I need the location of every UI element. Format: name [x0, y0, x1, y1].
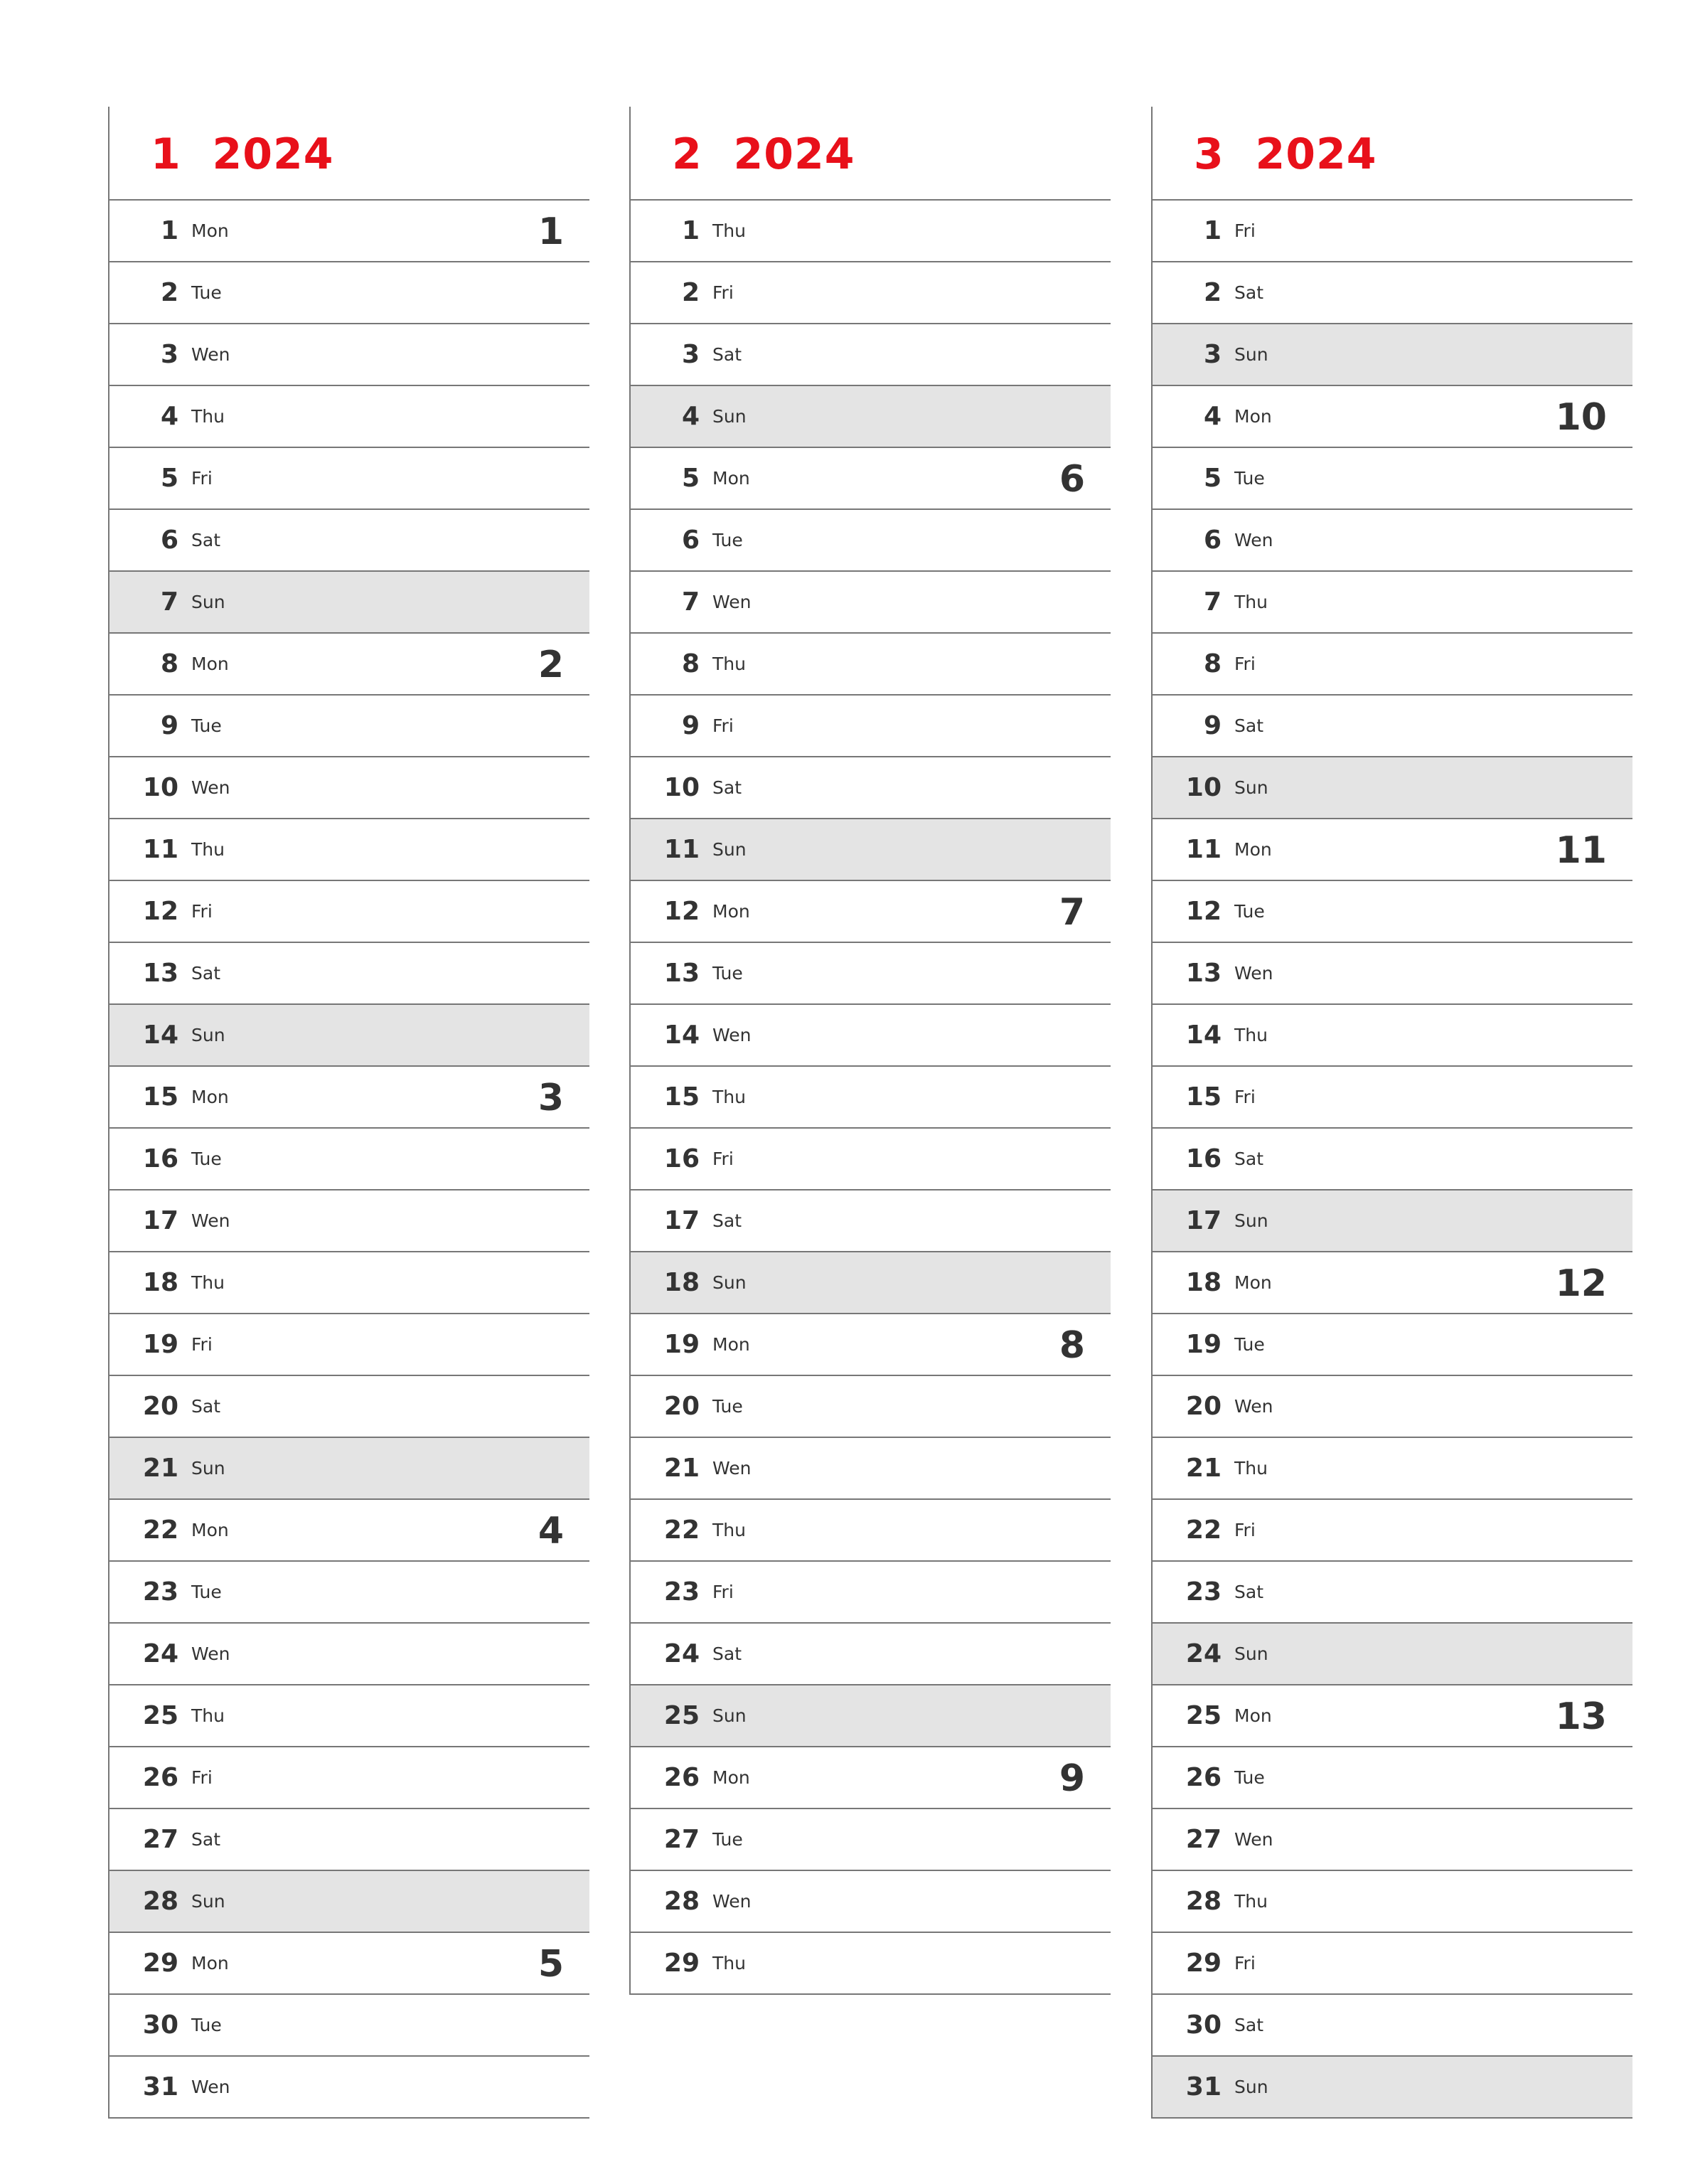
day-number: 10	[663, 773, 700, 802]
day-row	[631, 1252, 1111, 1314]
week-number: 6	[1059, 458, 1085, 501]
day-row	[1153, 943, 1632, 1005]
day-row	[631, 943, 1111, 1005]
month-title: 2 2024	[672, 129, 855, 179]
day-number: 21	[142, 1454, 178, 1483]
day-row	[1153, 1129, 1632, 1190]
weekday-label: Thu	[712, 1953, 746, 1973]
day-number: 8	[1203, 649, 1222, 678]
weekday-label: Sun	[1234, 344, 1268, 365]
day-number: 12	[142, 897, 178, 926]
day-number: 22	[142, 1516, 178, 1545]
day-number: 27	[663, 1825, 700, 1854]
day-row	[109, 1562, 589, 1624]
day-number: 17	[1185, 1206, 1222, 1235]
day-number: 1	[681, 216, 700, 245]
day-row	[1153, 1438, 1632, 1500]
weekday-label: Thu	[1234, 1025, 1268, 1045]
day-row	[109, 819, 589, 881]
day-row	[631, 1190, 1111, 1252]
day-row	[109, 1933, 589, 1995]
day-row	[1153, 1562, 1632, 1624]
day-row	[1153, 510, 1632, 572]
weekday-label: Sun	[1234, 1644, 1268, 1664]
day-row	[1153, 386, 1632, 448]
weekday-label: Thu	[712, 654, 746, 674]
day-number: 11	[663, 835, 700, 864]
day-row	[109, 1438, 589, 1500]
day-number: 20	[1185, 1392, 1222, 1421]
weekday-label: Fri	[191, 901, 213, 922]
day-number: 14	[663, 1021, 700, 1050]
weekday-label: Mon	[712, 1334, 750, 1355]
day-row	[109, 448, 589, 510]
weekday-label: Tue	[191, 282, 222, 303]
weekday-label: Fri	[712, 715, 734, 736]
day-number: 5	[160, 464, 178, 493]
weekday-label: Thu	[712, 1520, 746, 1540]
day-number: 9	[681, 711, 700, 740]
day-number: 16	[1185, 1144, 1222, 1173]
day-row	[1153, 819, 1632, 881]
week-number: 1	[538, 211, 564, 253]
weekday-label: Sun	[712, 1705, 747, 1726]
day-number: 15	[142, 1082, 178, 1112]
weekday-label: Sat	[1234, 1582, 1263, 1602]
weekday-label: Sat	[191, 1829, 220, 1850]
day-number: 14	[142, 1021, 178, 1050]
day-number: 22	[1185, 1516, 1222, 1545]
day-row	[631, 1933, 1111, 1995]
weekday-label: Sun	[712, 1272, 747, 1293]
day-row	[109, 1995, 589, 2057]
weekday-label: Wen	[1234, 1829, 1273, 1850]
weekday-label: Mon	[1234, 1705, 1272, 1726]
weekday-label: Sun	[1234, 2077, 1268, 2097]
day-number: 26	[142, 1763, 178, 1792]
weekday-label: Mon	[1234, 406, 1272, 427]
day-number: 26	[1185, 1763, 1222, 1792]
day-number: 5	[1203, 464, 1222, 493]
day-row	[631, 819, 1111, 881]
day-row	[631, 1624, 1111, 1685]
day-number: 16	[663, 1144, 700, 1173]
weekday-label: Fri	[1234, 1520, 1256, 1540]
day-number: 12	[663, 897, 700, 926]
weekday-label: Fri	[712, 282, 734, 303]
day-row	[1153, 448, 1632, 510]
day-row	[631, 386, 1111, 448]
day-number: 29	[142, 1949, 178, 1978]
day-row	[109, 1624, 589, 1685]
month-header	[631, 107, 1111, 201]
day-number: 28	[663, 1887, 700, 1916]
weekday-label: Sun	[1234, 777, 1268, 798]
weekday-label: Mon	[1234, 1272, 1272, 1293]
day-number: 28	[142, 1887, 178, 1916]
day-number: 18	[142, 1268, 178, 1297]
day-row	[1153, 1624, 1632, 1685]
weekday-label: Tue	[1234, 468, 1265, 489]
day-list	[109, 201, 589, 2119]
weekday-label: Mon	[712, 1767, 750, 1788]
day-number: 2	[681, 278, 700, 307]
day-row	[1153, 1747, 1632, 1809]
month-column-march	[1151, 107, 1632, 2119]
day-number: 12	[1185, 897, 1222, 926]
weekday-label: Tue	[191, 1149, 222, 1169]
day-number: 13	[1185, 959, 1222, 988]
day-row	[631, 1809, 1111, 1871]
day-row	[631, 262, 1111, 324]
day-number: 6	[681, 526, 700, 555]
day-number: 6	[160, 526, 178, 555]
day-number: 14	[1185, 1021, 1222, 1050]
weekday-label: Sat	[1234, 282, 1263, 303]
weekday-label: Wen	[1234, 963, 1273, 984]
month-header	[109, 107, 589, 201]
day-row	[631, 448, 1111, 510]
weekday-label: Fri	[1234, 1953, 1256, 1973]
day-row	[631, 1685, 1111, 1747]
day-number: 26	[663, 1763, 700, 1792]
day-row	[109, 1314, 589, 1376]
day-row	[1153, 2057, 1632, 2119]
day-number: 3	[1203, 340, 1222, 369]
day-row	[631, 324, 1111, 386]
day-number: 18	[1185, 1268, 1222, 1297]
day-number: 7	[160, 587, 178, 617]
day-row	[631, 1500, 1111, 1562]
weekday-label: Thu	[1234, 592, 1268, 612]
weekday-label: Tue	[712, 530, 743, 550]
day-row	[109, 1252, 589, 1314]
day-number: 19	[663, 1330, 700, 1359]
month-column-february	[629, 107, 1111, 1995]
day-row	[1153, 1871, 1632, 1933]
day-row	[1153, 634, 1632, 696]
weekday-label: Tue	[1234, 1767, 1265, 1788]
weekday-label: Thu	[712, 220, 746, 241]
day-number: 6	[1203, 526, 1222, 555]
weekday-label: Wen	[712, 1891, 752, 1912]
day-number: 27	[142, 1825, 178, 1854]
day-number: 27	[1185, 1825, 1222, 1854]
day-row	[1153, 696, 1632, 757]
day-row	[109, 1747, 589, 1809]
day-number: 30	[142, 2010, 178, 2040]
day-number: 10	[1185, 773, 1222, 802]
weekday-label: Sat	[1234, 2015, 1263, 2035]
day-number: 4	[1203, 402, 1222, 431]
day-number: 2	[1203, 278, 1222, 307]
weekday-label: Mon	[191, 1087, 229, 1107]
day-row	[631, 201, 1111, 262]
day-number: 2	[160, 278, 178, 307]
day-number: 21	[663, 1454, 700, 1483]
day-number: 13	[663, 959, 700, 988]
weekday-label: Tue	[712, 963, 743, 984]
day-row	[109, 1376, 589, 1438]
day-row	[631, 1871, 1111, 1933]
weekday-label: Sat	[712, 1210, 742, 1231]
weekday-label: Sun	[191, 1458, 225, 1479]
weekday-label: Thu	[712, 1087, 746, 1107]
day-row	[631, 1005, 1111, 1067]
day-row	[1153, 757, 1632, 819]
weekday-label: Wen	[191, 344, 230, 365]
day-number: 17	[663, 1206, 700, 1235]
weekday-label: Sun	[712, 406, 747, 427]
weekday-label: Tue	[712, 1396, 743, 1417]
day-row	[109, 1190, 589, 1252]
day-row	[631, 1376, 1111, 1438]
day-row	[1153, 201, 1632, 262]
month-column-january	[108, 107, 589, 2119]
day-row	[109, 386, 589, 448]
day-number: 15	[1185, 1082, 1222, 1112]
weekday-label: Mon	[712, 901, 750, 922]
week-number: 10	[1555, 396, 1607, 439]
day-row	[109, 881, 589, 943]
day-row	[1153, 1809, 1632, 1871]
day-row	[631, 696, 1111, 757]
week-number: 3	[538, 1077, 564, 1119]
weekday-label: Mon	[191, 220, 229, 241]
weekday-label: Mon	[1234, 839, 1272, 860]
day-row	[1153, 1190, 1632, 1252]
day-number: 29	[1185, 1949, 1222, 1978]
day-number: 10	[142, 773, 178, 802]
weekday-label: Mon	[191, 1953, 229, 1973]
weekday-label: Fri	[1234, 1087, 1256, 1107]
week-number: 8	[1059, 1324, 1085, 1367]
day-row	[1153, 1995, 1632, 2057]
day-number: 15	[663, 1082, 700, 1112]
weekday-label: Mon	[712, 468, 750, 489]
weekday-label: Wen	[191, 2077, 230, 2097]
day-number: 23	[1185, 1577, 1222, 1607]
day-number: 20	[142, 1392, 178, 1421]
week-number: 7	[1059, 891, 1085, 934]
day-number: 24	[142, 1639, 178, 1668]
weekday-label: Sat	[191, 963, 220, 984]
day-number: 9	[160, 711, 178, 740]
day-row	[631, 1129, 1111, 1190]
day-row	[1153, 881, 1632, 943]
weekday-label: Mon	[191, 1520, 229, 1540]
day-row	[1153, 262, 1632, 324]
week-number: 4	[538, 1510, 564, 1552]
weekday-label: Mon	[191, 654, 229, 674]
day-number: 28	[1185, 1887, 1222, 1916]
day-number: 30	[1185, 2010, 1222, 2040]
day-number: 7	[1203, 587, 1222, 617]
weekday-label: Sun	[712, 839, 747, 860]
day-number: 8	[681, 649, 700, 678]
day-row	[109, 2057, 589, 2119]
month-title: 1 2024	[151, 129, 334, 179]
day-row	[631, 1067, 1111, 1129]
weekday-label: Sat	[712, 777, 742, 798]
weekday-label: Tue	[712, 1829, 743, 1850]
day-number: 3	[160, 340, 178, 369]
day-number: 31	[1185, 2072, 1222, 2102]
day-row	[631, 1438, 1111, 1500]
day-row	[1153, 1500, 1632, 1562]
day-number: 23	[142, 1577, 178, 1607]
day-row	[1153, 1314, 1632, 1376]
day-row	[109, 324, 589, 386]
weekday-label: Sun	[1234, 1210, 1268, 1231]
day-number: 25	[1185, 1701, 1222, 1730]
day-row	[109, 572, 589, 634]
week-number: 5	[538, 1943, 564, 1986]
day-number: 4	[681, 402, 700, 431]
weekday-label: Thu	[191, 406, 225, 427]
weekday-label: Sat	[1234, 1149, 1263, 1169]
weekday-label: Fri	[191, 1334, 213, 1355]
day-row	[109, 1067, 589, 1129]
weekday-label: Tue	[191, 2015, 222, 2035]
weekday-label: Thu	[191, 839, 225, 860]
weekday-label: Wen	[191, 777, 230, 798]
weekday-label: Sat	[712, 1644, 742, 1664]
day-number: 11	[1185, 835, 1222, 864]
day-number: 1	[160, 216, 178, 245]
day-row	[109, 510, 589, 572]
day-row	[109, 1871, 589, 1933]
weekday-label: Wen	[191, 1644, 230, 1664]
day-row	[631, 1314, 1111, 1376]
day-row	[1153, 1067, 1632, 1129]
weekday-label: Tue	[191, 1582, 222, 1602]
day-row	[109, 201, 589, 262]
day-row	[631, 757, 1111, 819]
day-row	[109, 696, 589, 757]
day-row	[631, 1747, 1111, 1809]
day-number: 18	[663, 1268, 700, 1297]
day-number: 23	[663, 1577, 700, 1607]
week-number: 12	[1555, 1262, 1607, 1305]
day-row	[109, 943, 589, 1005]
day-number: 5	[681, 464, 700, 493]
day-number: 3	[681, 340, 700, 369]
day-row	[1153, 1005, 1632, 1067]
week-number: 2	[538, 644, 564, 686]
day-row	[109, 1129, 589, 1190]
weekday-label: Wen	[712, 1458, 752, 1479]
day-row	[631, 572, 1111, 634]
weekday-label: Sat	[712, 344, 742, 365]
weekday-label: Sun	[191, 1891, 225, 1912]
day-number: 16	[142, 1144, 178, 1173]
weekday-label: Wen	[712, 1025, 752, 1045]
day-number: 20	[663, 1392, 700, 1421]
weekday-label: Sat	[191, 530, 220, 550]
day-row	[109, 262, 589, 324]
month-header	[1153, 107, 1632, 201]
day-row	[109, 1685, 589, 1747]
weekday-label: Tue	[191, 715, 222, 736]
day-row	[1153, 1376, 1632, 1438]
day-number: 29	[663, 1949, 700, 1978]
day-number: 24	[1185, 1639, 1222, 1668]
day-list	[631, 201, 1111, 1995]
day-number: 25	[663, 1701, 700, 1730]
day-number: 17	[142, 1206, 178, 1235]
day-number: 19	[1185, 1330, 1222, 1359]
day-row	[1153, 1685, 1632, 1747]
weekday-label: Wen	[1234, 1396, 1273, 1417]
weekday-label: Sun	[191, 592, 225, 612]
day-number: 7	[681, 587, 700, 617]
day-number: 8	[160, 649, 178, 678]
weekday-label: Fri	[191, 1767, 213, 1788]
day-row	[109, 757, 589, 819]
weekday-label: Sat	[1234, 715, 1263, 736]
weekday-label: Sat	[191, 1396, 220, 1417]
day-row	[109, 1809, 589, 1871]
day-number: 24	[663, 1639, 700, 1668]
day-row	[109, 1500, 589, 1562]
weekday-label: Sun	[191, 1025, 225, 1045]
day-number: 1	[1203, 216, 1222, 245]
weekday-label: Thu	[191, 1705, 225, 1726]
week-number: 13	[1555, 1695, 1607, 1738]
weekday-label: Thu	[1234, 1891, 1268, 1912]
day-number: 19	[142, 1330, 178, 1359]
day-row	[1153, 1933, 1632, 1995]
day-number: 25	[142, 1701, 178, 1730]
day-row	[631, 634, 1111, 696]
week-number: 11	[1555, 829, 1607, 872]
weekday-label: Fri	[191, 468, 213, 489]
weekday-label: Fri	[712, 1149, 734, 1169]
day-row	[1153, 1252, 1632, 1314]
weekday-label: Wen	[1234, 530, 1273, 550]
day-number: 22	[663, 1516, 700, 1545]
weekday-label: Wen	[191, 1210, 230, 1231]
day-row	[631, 881, 1111, 943]
weekday-label: Fri	[1234, 220, 1256, 241]
day-row	[109, 1005, 589, 1067]
day-number: 9	[1203, 711, 1222, 740]
day-number: 11	[142, 835, 178, 864]
day-row	[1153, 572, 1632, 634]
day-row	[1153, 324, 1632, 386]
day-row	[631, 510, 1111, 572]
weekday-label: Fri	[712, 1582, 734, 1602]
day-number: 13	[142, 959, 178, 988]
weekday-label: Thu	[1234, 1458, 1268, 1479]
day-number: 4	[160, 402, 178, 431]
day-row	[631, 1562, 1111, 1624]
day-row	[109, 634, 589, 696]
weekday-label: Thu	[191, 1272, 225, 1293]
weekday-label: Tue	[1234, 1334, 1265, 1355]
weekday-label: Tue	[1234, 901, 1265, 922]
day-number: 31	[142, 2072, 178, 2102]
day-list	[1153, 201, 1632, 2119]
day-number: 21	[1185, 1454, 1222, 1483]
month-title: 3 2024	[1194, 129, 1377, 179]
week-number: 9	[1059, 1757, 1085, 1800]
weekday-label: Fri	[1234, 654, 1256, 674]
weekday-label: Wen	[712, 592, 752, 612]
